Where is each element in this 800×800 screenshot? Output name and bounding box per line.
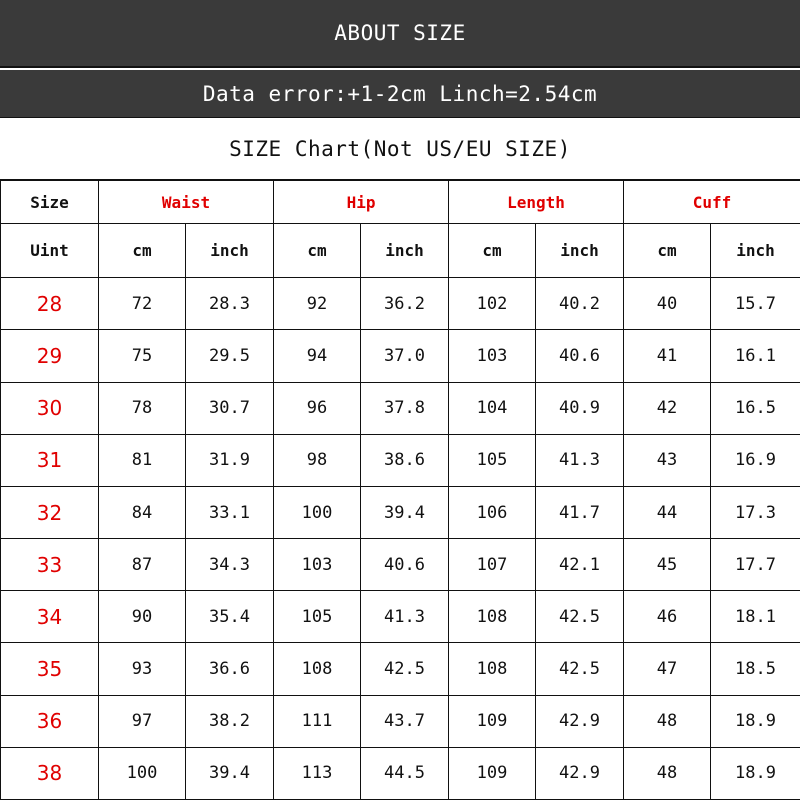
table-row — [1, 278, 800, 330]
measurement-cell: 72 — [99, 278, 186, 330]
measurement-cell: 18.9 — [711, 695, 800, 747]
length-header: Length — [449, 181, 624, 224]
measurement-cell: 36.6 — [186, 643, 274, 695]
page-title: ABOUT SIZE — [334, 21, 466, 45]
measurement-cell: 107 — [449, 539, 536, 591]
measurement-cell: 16.5 — [711, 382, 800, 434]
measurement-cell: 18.1 — [711, 591, 800, 643]
size-value: 33 — [1, 539, 99, 591]
measurement-cell: 108 — [449, 591, 536, 643]
size-table — [0, 180, 800, 800]
measurement-cell: 41 — [624, 330, 711, 382]
measurement-cell: 34.3 — [186, 539, 274, 591]
measurement-cell: 108 — [449, 643, 536, 695]
unit-cell: inch — [711, 224, 800, 278]
title-banner — [0, 0, 800, 68]
measurement-cell: 97 — [99, 695, 186, 747]
measurement-cell: 96 — [274, 382, 361, 434]
measurement-cell: 17.7 — [711, 539, 800, 591]
table-row — [1, 434, 800, 486]
table-row — [1, 747, 800, 799]
measurement-cell: 103 — [449, 330, 536, 382]
table-row — [1, 643, 800, 695]
measurement-cell: 94 — [274, 330, 361, 382]
measurement-cell: 44 — [624, 486, 711, 538]
measurement-cell: 100 — [274, 486, 361, 538]
measurement-cell: 109 — [449, 747, 536, 799]
unit-header-row — [1, 224, 800, 278]
measurement-cell: 39.4 — [361, 486, 449, 538]
measurement-cell: 37.0 — [361, 330, 449, 382]
unit-cell: cm — [624, 224, 711, 278]
measurement-cell: 78 — [99, 382, 186, 434]
measurement-cell: 40 — [624, 278, 711, 330]
measurement-cell: 106 — [449, 486, 536, 538]
measurement-cell: 41.3 — [361, 591, 449, 643]
measurement-cell: 48 — [624, 747, 711, 799]
measurement-cell: 81 — [99, 434, 186, 486]
table-row — [1, 591, 800, 643]
measurement-cell: 103 — [274, 539, 361, 591]
measurement-cell: 44.5 — [361, 747, 449, 799]
measurement-cell: 43.7 — [361, 695, 449, 747]
measurement-cell: 43 — [624, 434, 711, 486]
measurement-cell: 35.4 — [186, 591, 274, 643]
measurement-cell: 15.7 — [711, 278, 800, 330]
table-row — [1, 486, 800, 538]
measurement-cell: 38.6 — [361, 434, 449, 486]
size-value: 35 — [1, 643, 99, 695]
measurement-cell: 33.1 — [186, 486, 274, 538]
unit-cell: inch — [361, 224, 449, 278]
measurement-cell: 40.6 — [361, 539, 449, 591]
measurement-cell: 42.5 — [536, 643, 624, 695]
table-row — [1, 382, 800, 434]
measurement-cell: 75 — [99, 330, 186, 382]
measurement-cell: 39.4 — [186, 747, 274, 799]
measurement-cell: 42.5 — [361, 643, 449, 695]
measurement-cell: 108 — [274, 643, 361, 695]
measurement-cell: 84 — [99, 486, 186, 538]
measurement-cell: 92 — [274, 278, 361, 330]
measurement-cell: 111 — [274, 695, 361, 747]
size-value: 36 — [1, 695, 99, 747]
measurement-cell: 16.9 — [711, 434, 800, 486]
measurement-cell: 45 — [624, 539, 711, 591]
size-value: 32 — [1, 486, 99, 538]
measurement-cell: 109 — [449, 695, 536, 747]
measurement-cell: 41.3 — [536, 434, 624, 486]
measurement-cell: 100 — [99, 747, 186, 799]
unit-cell: inch — [536, 224, 624, 278]
size-value: 34 — [1, 591, 99, 643]
size-value: 28 — [1, 278, 99, 330]
unit-cell: inch — [186, 224, 274, 278]
note-banner — [0, 70, 800, 118]
chart-subtitle: SIZE Chart(Not US/EU SIZE) — [229, 136, 571, 161]
subtitle-banner — [0, 118, 800, 180]
measurement-cell: 30.7 — [186, 382, 274, 434]
measurement-cell: 104 — [449, 382, 536, 434]
unit-cell: cm — [449, 224, 536, 278]
waist-header: Waist — [99, 181, 274, 224]
measurement-cell: 40.9 — [536, 382, 624, 434]
hip-header: Hip — [274, 181, 449, 224]
group-header-row — [1, 181, 800, 224]
measurement-cell: 18.5 — [711, 643, 800, 695]
measurement-cell: 42 — [624, 382, 711, 434]
measurement-note: Data error:+1-2cm Linch=2.54cm — [202, 81, 598, 106]
measurement-cell: 29.5 — [186, 330, 274, 382]
size-value: 29 — [1, 330, 99, 382]
measurement-cell: 28.3 — [186, 278, 274, 330]
measurement-cell: 16.1 — [711, 330, 800, 382]
measurement-cell: 48 — [624, 695, 711, 747]
size-value: 31 — [1, 434, 99, 486]
table-row — [1, 330, 800, 382]
measurement-cell: 90 — [99, 591, 186, 643]
cuff-header: Cuff — [624, 181, 800, 224]
measurement-cell: 36.2 — [361, 278, 449, 330]
measurement-cell: 87 — [99, 539, 186, 591]
measurement-cell: 40.6 — [536, 330, 624, 382]
measurement-cell: 42.5 — [536, 591, 624, 643]
unit-cell: cm — [274, 224, 361, 278]
measurement-cell: 42.1 — [536, 539, 624, 591]
measurement-cell: 42.9 — [536, 695, 624, 747]
measurement-cell: 38.2 — [186, 695, 274, 747]
table-row — [1, 695, 800, 747]
measurement-cell: 41.7 — [536, 486, 624, 538]
size-value: 30 — [1, 382, 99, 434]
size-header: Size — [1, 181, 99, 224]
measurement-cell: 40.2 — [536, 278, 624, 330]
measurement-cell: 46 — [624, 591, 711, 643]
measurement-cell: 18.9 — [711, 747, 800, 799]
measurement-cell: 98 — [274, 434, 361, 486]
measurement-cell: 17.3 — [711, 486, 800, 538]
table-row — [1, 539, 800, 591]
measurement-cell: 102 — [449, 278, 536, 330]
measurement-cell: 113 — [274, 747, 361, 799]
measurement-cell: 105 — [449, 434, 536, 486]
measurement-cell: 93 — [99, 643, 186, 695]
measurement-cell: 31.9 — [186, 434, 274, 486]
measurement-cell: 42.9 — [536, 747, 624, 799]
measurement-cell: 47 — [624, 643, 711, 695]
size-value: 38 — [1, 747, 99, 799]
unit-cell: cm — [99, 224, 186, 278]
measurement-cell: 37.8 — [361, 382, 449, 434]
unit-header: Uint — [1, 224, 99, 278]
measurement-cell: 105 — [274, 591, 361, 643]
